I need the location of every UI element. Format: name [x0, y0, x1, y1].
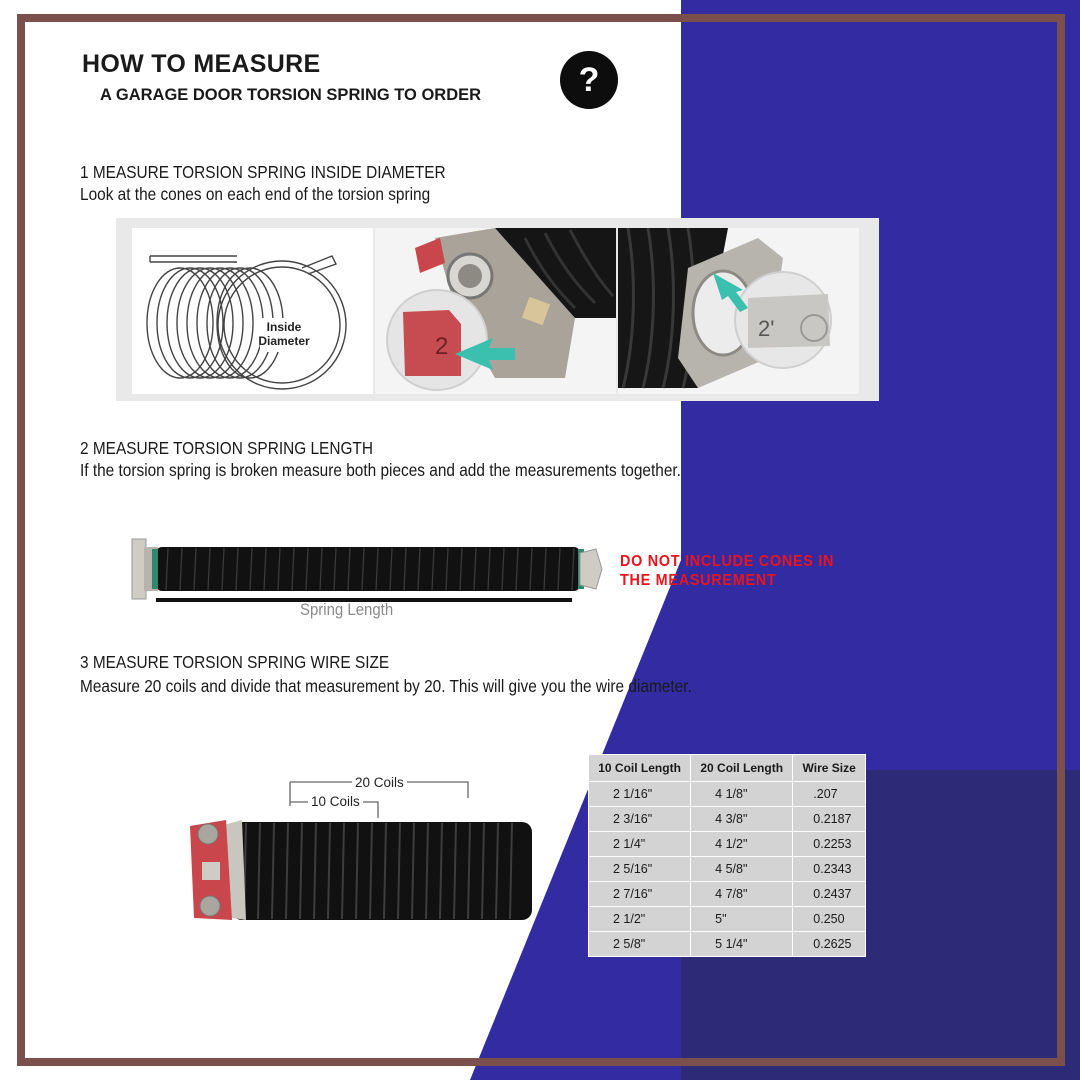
table-cell: 2 5/16" [589, 857, 691, 882]
table-cell: 2 5/8" [589, 932, 691, 957]
silver-cone-panel [618, 228, 859, 394]
table-cell: 0.2187 [793, 807, 866, 832]
spring-length-label: Spring Length [300, 600, 394, 619]
table-cell: 5" [691, 907, 793, 932]
wire-size-table [588, 754, 866, 956]
warning-line-2: THE MEASUREMENT [620, 572, 777, 589]
table-row [589, 807, 866, 832]
inside-diameter-label-line2: Diameter [258, 334, 310, 348]
inside-diameter-label-line1: Inside [266, 320, 302, 334]
step-3-heading: 3 MEASURE TORSION SPRING WIRE SIZE [80, 652, 390, 672]
table-row [589, 907, 866, 932]
table-row [589, 782, 866, 807]
table-cell: 4 1/2" [691, 832, 793, 857]
column-header: 10 Coil Length [589, 755, 691, 782]
table-cell: 0.2253 [793, 832, 866, 857]
table-cell: 2 3/16" [589, 807, 691, 832]
table-cell: 0.2625 [793, 932, 866, 957]
coil-diagram-panel [132, 228, 373, 394]
red-cone-photo [375, 228, 616, 394]
cone-mark-2-prime: 2' [758, 316, 775, 341]
table-cell: .207 [793, 782, 866, 807]
page-title: HOW TO MEASURE [82, 50, 321, 78]
table-row [589, 832, 866, 857]
warning-note [620, 552, 834, 590]
coil-diagram-image [132, 228, 373, 394]
ten-coils-label: 10 Coils [308, 794, 363, 809]
table-cell: 0.2437 [793, 882, 866, 907]
step-1-description: Look at the cones on each end of the torsion spring [80, 184, 431, 204]
table-cell: 4 5/8" [691, 857, 793, 882]
step-2-description: If the torsion spring is broken measure both pieces and add the measurements together. [80, 460, 681, 480]
table-row [589, 882, 866, 907]
table-cell: 2 1/16" [589, 782, 691, 807]
table-cell: 0.2343 [793, 857, 866, 882]
table-cell: 2 1/4" [589, 832, 691, 857]
table-cell: 4 1/8" [691, 782, 793, 807]
table-row [589, 857, 866, 882]
red-cone-panel [375, 228, 616, 394]
warning-line-1: DO NOT INCLUDE CONES IN [620, 553, 835, 570]
table-cell: 2 1/2" [589, 907, 691, 932]
table-cell: 2 7/16" [589, 882, 691, 907]
question-mark-icon: ? [560, 51, 618, 109]
cone-mark-2: 2 [435, 333, 449, 360]
table-cell: 4 7/8" [691, 882, 793, 907]
twenty-coils-label: 20 Coils [352, 775, 407, 790]
table-row [589, 932, 866, 957]
step-2-heading: 2 MEASURE TORSION SPRING LENGTH [80, 438, 373, 458]
spring-length-photo [128, 535, 608, 605]
table-cell: 0.250 [793, 907, 866, 932]
column-header: 20 Coil Length [691, 755, 793, 782]
table-header-row [589, 755, 866, 782]
step-1-heading: 1 MEASURE TORSION SPRING INSIDE DIAMETER [80, 162, 446, 182]
column-header: Wire Size [793, 755, 866, 782]
inside-diameter-photos [116, 218, 879, 401]
step-3-description: Measure 20 coils and divide that measurement by 20. This will give you the wire diameter. [80, 676, 692, 696]
silver-cone-photo [618, 228, 859, 394]
page-subtitle: A GARAGE DOOR TORSION SPRING TO ORDER [100, 86, 482, 104]
table-cell: 4 3/8" [691, 807, 793, 832]
table-cell: 5 1/4" [691, 932, 793, 957]
